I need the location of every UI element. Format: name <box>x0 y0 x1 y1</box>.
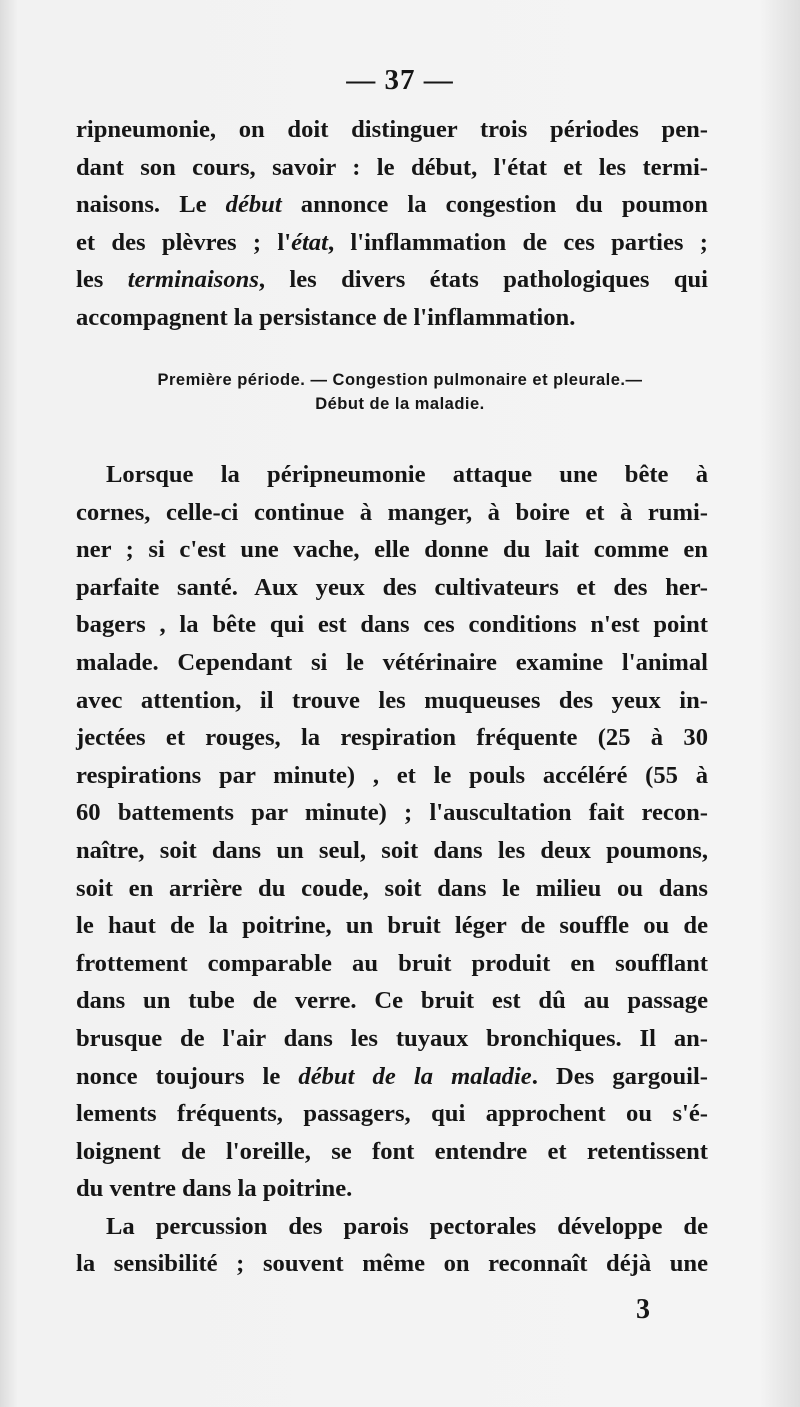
text-line: du ventre dans la poitrine. <box>76 1175 353 1203</box>
text-line: ner ; si c'est une vache, elle donne du lait comme en <box>76 536 708 564</box>
page-number-header: — 37 — <box>346 64 454 96</box>
text-line: et des plèvres ; l'état, l'inflammation de ces parties ; <box>76 228 709 256</box>
text-line: cornes, celle-ci continue à manger, à boire et à rumi- <box>76 498 708 526</box>
signature-mark: 3 <box>636 1294 650 1325</box>
text-line: le haut de la poitrine, un bruit léger de souffle ou de <box>76 912 708 940</box>
text-line: brusque de l'air dans les tuyaux bronchiques. Il an- <box>76 1024 708 1052</box>
text-line: dant son cours, savoir : le début, l'état et les termi- <box>76 153 708 181</box>
text-line: parfaite santé. Aux yeux des cultivateurs et des her- <box>76 573 708 601</box>
text-line: respirations par minute) , et le pouls accéléré (55 à <box>76 761 708 789</box>
paragraph-2 <box>76 456 708 1283</box>
text-line: ripneumonie, on doit distinguer trois périodes pen- <box>76 116 708 143</box>
text-line: jectées et rouges, la respiration fréquente (25 à 30 <box>76 724 708 752</box>
text-line: lements fréquents, passagers, qui approchent ou s'é- <box>76 1100 708 1128</box>
text-line: la sensibilité ; souvent même on reconnaît déjà une <box>76 1250 708 1278</box>
subheading-line-1: Première période. — Congestion pulmonaire et pleurale.— <box>157 371 643 389</box>
text-line: loignent de l'oreille, se font entendre et retentissent <box>76 1137 708 1165</box>
text-line: nonce toujours le début de la maladie. Des gargouil- <box>76 1062 708 1090</box>
text-line: bagers , la bête qui est dans ces conditions n'est point <box>76 611 708 639</box>
subheading-line-2: Début de la maladie. <box>315 395 485 413</box>
text-line: La percussion des parois pectorales développe de <box>106 1212 708 1240</box>
text-line: dans un tube de verre. Ce bruit est dû au passage <box>76 987 708 1015</box>
text-line: naître, soit dans un seul, soit dans les deux poumons, <box>76 836 708 864</box>
text-line: malade. Cependant si le vétérinaire examine l'animal <box>76 648 708 676</box>
text-line: Lorsque la péripneumonie attaque une bête à <box>106 461 708 488</box>
text-line: accompagnent la persistance de l'inflammation. <box>76 303 576 331</box>
section-subheading <box>100 368 700 416</box>
text-line: naisons. Le début annonce la congestion du poumon <box>76 191 708 219</box>
text-line: 60 battements par minute) ; l'auscultation fait recon- <box>76 799 708 827</box>
text-line: soit en arrière du coude, soit dans le milieu ou dans <box>76 874 708 902</box>
text-line: frottement comparable au bruit produit en soufflant <box>76 949 708 977</box>
paragraph-1 <box>76 111 708 337</box>
text-line: avec attention, il trouve les muqueuses des yeux in- <box>76 686 708 714</box>
text-line: les terminaisons, les divers états pathologiques qui <box>76 266 709 294</box>
